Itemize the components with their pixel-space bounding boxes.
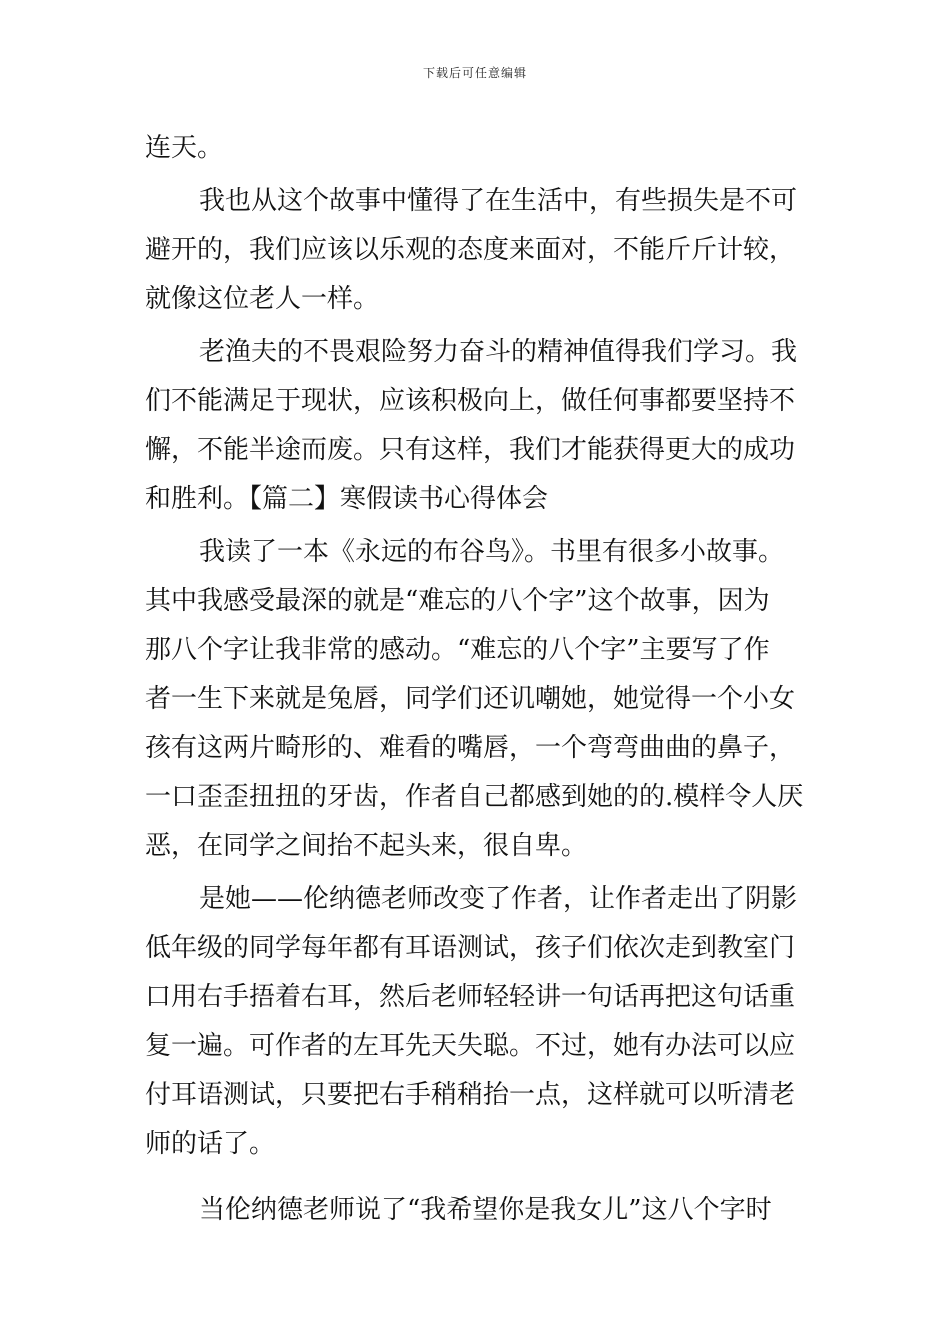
text-line: 连天。 [145, 133, 224, 163]
text-line: 们不能满足于现状，应该积极向上，做任何事都要坚持不 [145, 386, 796, 416]
text-line: 其中我感受最深的就是“难忘的八个字”这个故事，因为 [145, 586, 770, 616]
text-line: 懈，不能半途而废。只有这样，我们才能获得更大的成功 [145, 435, 796, 465]
text-line: 口用右手捂着右耳，然后老师轻轻讲一句话再把这句话重 [145, 982, 796, 1012]
text-line: 付耳语测试，只要把右手稍稍抬一点，这样就可以听清老 [145, 1080, 796, 1110]
text-line: 就像这位老人一样。 [145, 284, 380, 314]
section-heading-line: 和胜利。【篇二】寒假读书心得体会 [145, 484, 549, 514]
text-line: 避开的，我们应该以乐观的态度来面对，不能斤斤计较， [145, 235, 796, 265]
document-body [145, 124, 810, 1235]
paragraph-first-line: 当伦纳德老师说了“我希望你是我女儿”这八个字时 [199, 1195, 772, 1225]
page-header: 下载后可任意编辑 [422, 66, 527, 80]
text-line: 低年级的同学每年都有耳语测试，孩子们依次走到教室门 [145, 933, 796, 963]
paragraph-first-line: 我读了一本《永远的布谷鸟》。书里有很多小故事。 [199, 537, 785, 567]
paragraph-first-line: 我也从这个故事中懂得了在生活中，有些损失是不可 [199, 186, 798, 216]
paragraph-first-line: 是她——伦纳德老师改变了作者，让作者走出了阴影 [199, 884, 798, 914]
text-line: 恶，在同学之间抬不起头来，很自卑。 [145, 831, 588, 861]
text-line: 者一生下来就是兔唇，同学们还讥嘲她，她觉得一个小女 [145, 684, 796, 714]
text-line: 一口歪歪扭扭的牙齿，作者自己都感到她的的.模样令人厌 [145, 782, 804, 812]
text-line: 那八个字让我非常的感动。“难忘的八个字”主要写了作 [145, 635, 770, 665]
text-line: 师的话了。 [145, 1129, 276, 1159]
paragraph-first-line: 老渔夫的不畏艰险努力奋斗的精神值得我们学习。我 [199, 337, 798, 367]
text-line: 孩有这两片畸形的、难看的嘴唇，一个弯弯曲曲的鼻子， [145, 733, 796, 763]
text-line: 复一遍。可作者的左耳先天失聪。不过，她有办法可以应 [145, 1031, 796, 1061]
